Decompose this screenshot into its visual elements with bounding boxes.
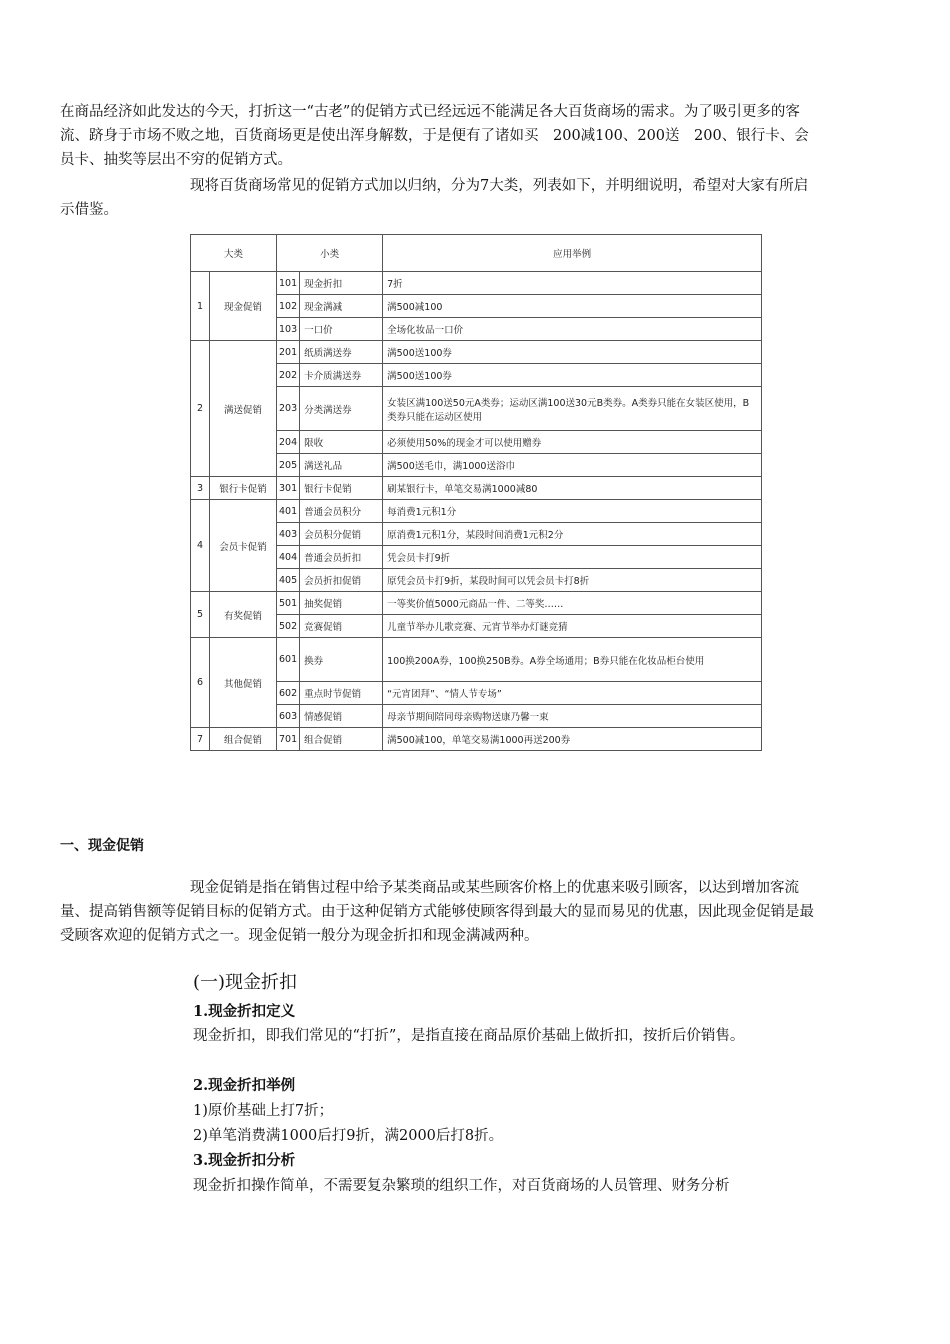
example-title: 2.现金折扣举例 <box>193 1077 296 1094</box>
table-row <box>191 638 762 682</box>
table-row <box>191 477 762 500</box>
subcategory-code: 404 <box>277 546 300 569</box>
example-cell: 儿童节举办儿歌竞赛、元宵节举办灯谜竞猜 <box>383 615 762 638</box>
example-cell: 原凭会员卡打9折，某段时间可以凭会员卡打8折 <box>383 569 762 592</box>
example-cell: 刷某银行卡，单笔交易满1000减80 <box>383 477 762 500</box>
example-item-1: 1)原价基础上打7折； <box>193 1103 334 1119</box>
subcategory-code: 202 <box>277 364 300 387</box>
example-cell: 满500送100券 <box>383 364 762 387</box>
example-cell: 满500减100，单笔交易满1000再送200券 <box>383 728 762 751</box>
example-cell: 满500送毛巾，满1000送浴巾 <box>383 454 762 477</box>
category-number: 6 <box>191 638 210 728</box>
header-example: 应用举例 <box>383 235 762 272</box>
example-cell: 7折 <box>383 272 762 295</box>
example-cell: 全场化妆品一口价 <box>383 318 762 341</box>
subsection-heading: (一)现金折扣 <box>193 972 298 993</box>
table-row <box>191 705 762 728</box>
category-name: 其他促销 <box>210 638 277 728</box>
subcategory-name: 分类满送券 <box>300 387 383 431</box>
table-row <box>191 364 762 387</box>
example-cell: 母亲节期间陪同母亲购物送康乃馨一束 <box>383 705 762 728</box>
example-cell: 每消费1元积1分 <box>383 500 762 523</box>
table-row <box>191 682 762 705</box>
subcategory-code: 603 <box>277 705 300 728</box>
subcategory-code: 204 <box>277 431 300 454</box>
category-number: 5 <box>191 592 210 638</box>
category-name: 会员卡促销 <box>210 500 277 592</box>
category-number: 4 <box>191 500 210 592</box>
subcategory-name: 普通会员积分 <box>300 500 383 523</box>
section-body: 现金促销是指在销售过程中给予某类商品或某些顾客价格上的优惠来吸引顾客，以达到增加客流量、提高销售额等促销目标的促销方式。由于这种促销方式能够使顾客得到最大的显而易见的优惠，因此现金促销是最受顾客欢迎的促销方式之一。现金促销一般分为现金折扣和现金满减两种。 <box>60 880 814 944</box>
table-row <box>191 569 762 592</box>
definition-body: 现金折扣，即我们常见的“打折”，是指直接在商品原价基础上做折扣，按折后价销售。 <box>193 1028 745 1044</box>
table-header-row <box>191 235 762 272</box>
example-cell: 100换200A券，100换250B券。A券全场通用；B券只能在化妆品柜台使用 <box>383 638 762 682</box>
example-cell: 满500送100券 <box>383 341 762 364</box>
example-cell: 必须使用50%的现金才可以使用赠券 <box>383 431 762 454</box>
subcategory-code: 203 <box>277 387 300 431</box>
table-row <box>191 592 762 615</box>
subcategory-name: 卡介质满送券 <box>300 364 383 387</box>
category-name: 现金促销 <box>210 272 277 341</box>
category-name: 银行卡促销 <box>210 477 277 500</box>
table-row <box>191 454 762 477</box>
subcategory-name: 现金满减 <box>300 295 383 318</box>
subcategory-code: 501 <box>277 592 300 615</box>
table-row <box>191 295 762 318</box>
subcategory-code: 601 <box>277 638 300 682</box>
category-number: 7 <box>191 728 210 751</box>
example-cell: 女装区满100送50元A类券；运动区满100送30元B类券。A类券只能在女装区使用，B类券只能在运动区使用 <box>383 387 762 431</box>
subcategory-name: 普通会员折扣 <box>300 546 383 569</box>
category-name: 有奖促销 <box>210 592 277 638</box>
subcategory-name: 银行卡促销 <box>300 477 383 500</box>
category-number: 1 <box>191 272 210 341</box>
subcategory-code: 205 <box>277 454 300 477</box>
intro-paragraph-2: 现将百货商场常见的促销方式加以归纳，分为7大类，列表如下，并明细说明，希望对大家有所启示借鉴。 <box>60 178 809 218</box>
section-heading: 一、现金促销 <box>60 838 144 854</box>
example-cell: 一等奖价值5000元商品一件、二等奖…… <box>383 592 762 615</box>
subcategory-name: 一口价 <box>300 318 383 341</box>
category-name: 组合促销 <box>210 728 277 751</box>
promotion-table-image <box>190 234 765 779</box>
header-subcategory: 小类 <box>277 235 383 272</box>
category-name: 满送促销 <box>210 341 277 477</box>
table-row <box>191 728 762 751</box>
table-row <box>191 387 762 431</box>
example-cell: 凭会员卡打9折 <box>383 546 762 569</box>
intro-paragraph-1: 在商品经济如此发达的今天，打折这一“古老”的促销方式已经远远不能满足各大百货商场的需求。为了吸引更多的客流、跻身于市场不败之地，百货商场更是使出浑身解数，于是便有了诸如买 200减100、200送 200、银行卡、会员卡、抽奖等层出不穷的促销方式。 <box>60 104 809 168</box>
example-cell: 原消费1元积1分，某段时间消费1元积2分 <box>383 523 762 546</box>
table-row <box>191 318 762 341</box>
example-cell: “元宵团拜”、“情人节专场” <box>383 682 762 705</box>
table-row <box>191 341 762 364</box>
subcategory-code: 403 <box>277 523 300 546</box>
example-item-2: 2)单笔消费满1000后打9折，满2000后打8折。 <box>193 1128 504 1144</box>
table-row <box>191 272 762 295</box>
subcategory-code: 401 <box>277 500 300 523</box>
subcategory-name: 重点时节促销 <box>300 682 383 705</box>
subcategory-name: 会员折扣促销 <box>300 569 383 592</box>
category-number: 2 <box>191 341 210 477</box>
subcategory-code: 201 <box>277 341 300 364</box>
header-category: 大类 <box>191 235 277 272</box>
subcategory-name: 情感促销 <box>300 705 383 728</box>
subcategory-code: 101 <box>277 272 300 295</box>
subcategory-code: 301 <box>277 477 300 500</box>
subcategory-code: 502 <box>277 615 300 638</box>
subcategory-name: 会员积分促销 <box>300 523 383 546</box>
subcategory-name: 抽奖促销 <box>300 592 383 615</box>
definition-title: 1.现金折扣定义 <box>193 1003 296 1020</box>
subcategory-name: 纸质满送券 <box>300 341 383 364</box>
subcategory-code: 405 <box>277 569 300 592</box>
category-number: 3 <box>191 477 210 500</box>
subcategory-code: 102 <box>277 295 300 318</box>
subcategory-name: 竞赛促销 <box>300 615 383 638</box>
table-row <box>191 615 762 638</box>
subcategory-code: 103 <box>277 318 300 341</box>
subcategory-name: 现金折扣 <box>300 272 383 295</box>
analysis-body: 现金折扣操作简单，不需要复杂繁琐的组织工作，对百货商场的人员管理、财务分析 <box>193 1178 730 1194</box>
table-row <box>191 431 762 454</box>
analysis-title: 3.现金折扣分析 <box>193 1152 296 1169</box>
subcategory-name: 组合促销 <box>300 728 383 751</box>
subcategory-name: 满送礼品 <box>300 454 383 477</box>
subcategory-code: 701 <box>277 728 300 751</box>
example-cell: 满500减100 <box>383 295 762 318</box>
promotion-table <box>190 234 762 751</box>
subcategory-name: 限收 <box>300 431 383 454</box>
subcategory-code: 602 <box>277 682 300 705</box>
table-row <box>191 523 762 546</box>
table-row <box>191 546 762 569</box>
subcategory-name: 换券 <box>300 638 383 682</box>
table-row <box>191 500 762 523</box>
